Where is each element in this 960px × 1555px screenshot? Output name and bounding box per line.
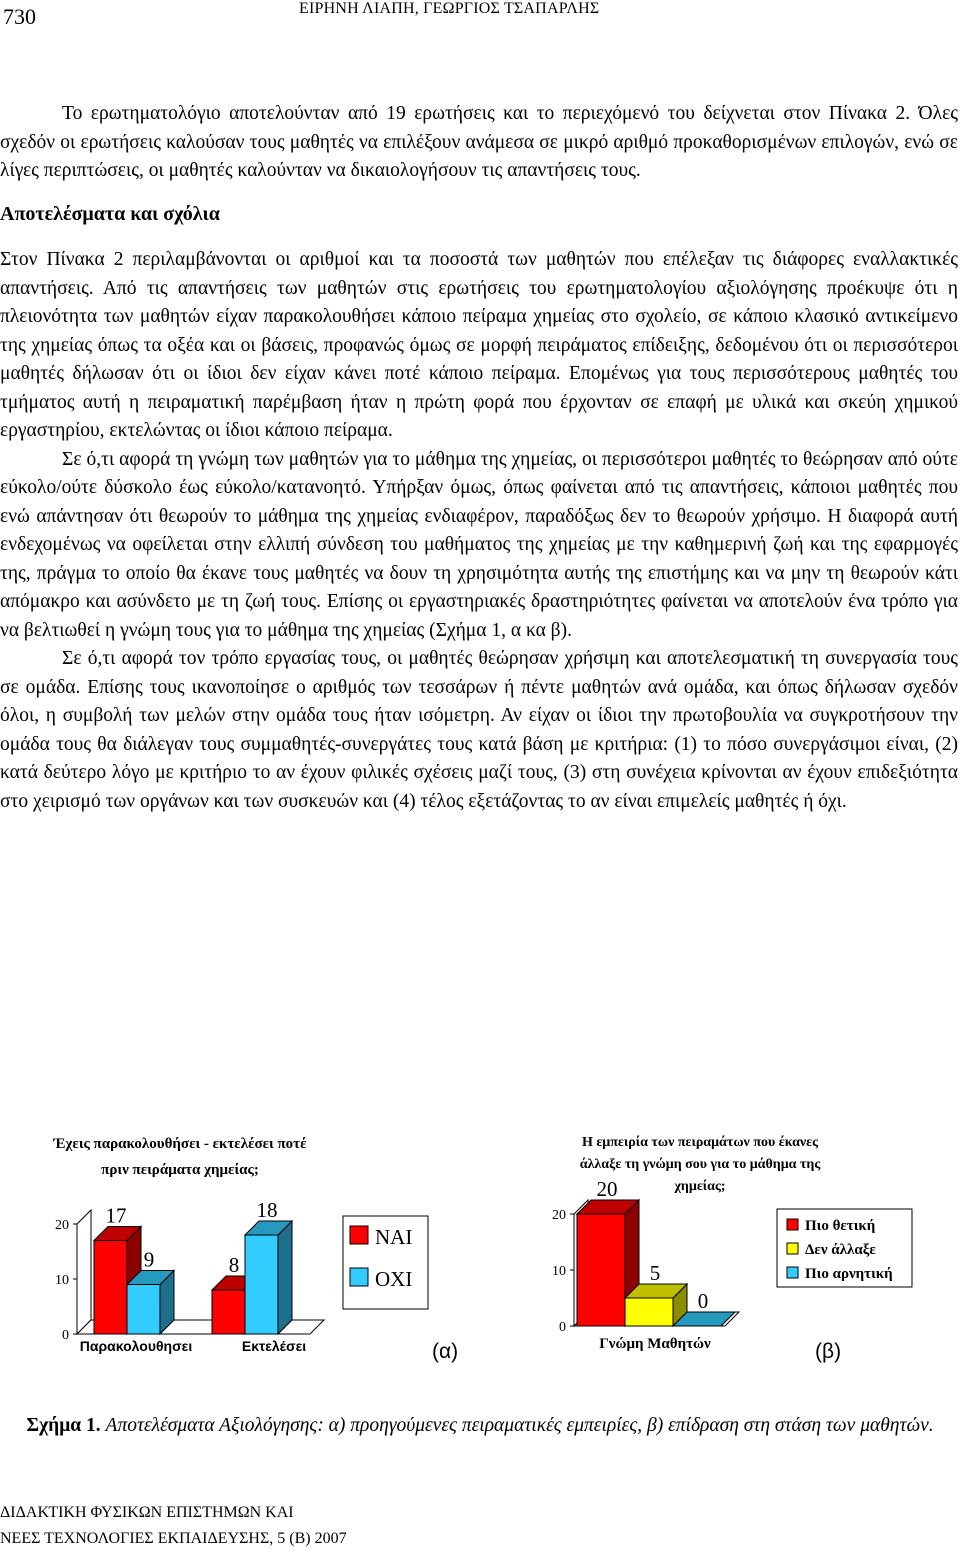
chart-b-legend-swatch-0 — [787, 1219, 798, 1230]
chart-b-value-label-2: 0 — [697, 1289, 709, 1313]
chart-a-y-tick-label-0: 0 — [62, 1328, 69, 1343]
chart-b-title-line1: Η εμπειρία των πειραμάτων που έκανες — [581, 1135, 819, 1150]
journal-footer — [0, 1500, 347, 1552]
chart-b-legend-swatch-2 — [787, 1267, 798, 1278]
chart-a-bars — [94, 1198, 292, 1334]
chart-a — [0, 1126, 480, 1376]
figure-caption-text: Αποτελέσματα Αξιολόγησης: α) προηγούμενες πειραματικές εμπειρίες, β) επίδραση στη στάση των μαθητών. — [105, 1415, 934, 1436]
chart-a-bar-1-0-front — [127, 1285, 160, 1335]
chart-a-legend-label-oxi: ΟΧΙ — [375, 1267, 413, 1291]
paragraph-teamwork: Σε ό,τι αφορά τον τρόπο εργασίας τους, οι μαθητές θεώρησαν χρήσιμη και αποτελεσματική τη συνεργασία τους σε ομάδα. Επίσης τους ικανοποίησε ο αριθμός των τεσσάρων ή πέντε μαθητών ανά ομάδα, και όπως δήλωσαν σχεδόν όλοι, η συμβολή των μελών στην ομάδα τους ήταν ισόμετρη. Αν είχαν οι ίδιοι την πρωτοβουλία να συγκροτήσουν την ομάδα τους θα διάλεγαν τους συμμαθητές-συνεργάτες τους κατά βάση με κριτήρια: (1) το πόσο συνεργάσιμοι είναι, (2) κατά δεύτερο λόγο με κριτήριο το αν έχουν φιλικές σχέσεις μαζί τους, (3) στη συνέχεια κρίνονται αν έχουν επιδεξιότητα στο χειρισμό των οργάνων και των συσκευών και (4) τέλος εξετάζοντας το αν είναι επιμελείς μαθητές ή όχι. — [0, 648, 958, 812]
chart-b-legend — [777, 1209, 912, 1287]
page-number: 730 — [3, 4, 36, 29]
paragraph-questionnaire: Το ερωτηματολόγιο αποτελούνταν από 19 ερωτήσεις και το περιεχόμενό του δείχνεται στον Πίνακα 2. Όλες σχεδόν οι ερωτήσεις καλούσαν τους μαθητές να επιλέξουν ανάμεσα σε μικρό αριθμό προκαθορισμένων επιλογών, ενώ σε λίγες περιπτώσεις, οι μαθητές καλούνταν να δικαιολογήσουν τις απαντήσεις τους. — [0, 103, 958, 181]
section-heading: Αποτελέσματα και σχόλια — [0, 202, 220, 225]
chart-a-value-label-1-1: 18 — [256, 1198, 278, 1222]
chart-a-y-tick-label-1: 10 — [55, 1273, 69, 1288]
chart-b-title-line2: άλλαξε τη γνώμη σου για το μάθημα της — [579, 1157, 821, 1172]
chart-a-y-tick-label-2: 20 — [55, 1218, 69, 1233]
chart-a-bar-1-1-front — [245, 1235, 278, 1334]
figure-caption-label: Σχήμα 1. — [26, 1415, 101, 1436]
chart-a-svg — [0, 1126, 480, 1376]
chart-a-title-line2: πριν πειράματα χημείας; — [101, 1162, 259, 1178]
chart-b-bar-0-front — [577, 1214, 625, 1326]
chart-a-title-line1: Έχεις παρακολουθήσει - εκτελέσει ποτέ — [53, 1136, 307, 1152]
journal-footer-line2: ΝΕΕΣ ΤΕΧΝΟΛΟΓΙΕΣ ΕΚΠΑΙΔΕΥΣΗΣ, 5 (Β) 2007 — [0, 1530, 347, 1547]
chart-a-value-label-0-0: 17 — [105, 1203, 127, 1228]
chart-a-category-label-0: Παρακολουθησει — [79, 1338, 193, 1354]
chart-a-bar-0-0-front — [94, 1241, 127, 1335]
journal-footer-line1: ΔΙΔΑΚΤΙΚΗ ΦΥΣΙΚΩΝ ΕΠΙΣΤΗΜΩΝ ΚΑΙ — [0, 1504, 294, 1521]
chart-a-bar-0-1-front — [212, 1290, 245, 1334]
chart-a-back-wall — [77, 1210, 91, 1334]
chart-b-legend-label-0: Πιο θετική — [805, 1218, 876, 1234]
chart-b-bar-1 — [625, 1284, 687, 1326]
figure-caption — [0, 1413, 960, 1439]
chart-a-bar-1-1-side — [278, 1221, 292, 1334]
paragraph-results: Στον Πίνακα 2 περιλαμβάνονται οι αριθμοί και τα ποσοστά των μαθητών που επέλεξαν τις διάφορες εναλλακτικές απαντήσεις. Από τις απαντήσεις των μαθητών στις ερωτήσεις του ερωτηματολογίου αξιολόγησης προέκυψε ότι η πλειονότητα των μαθητών είχαν παρακολουθήσει κάποιο πείραμα χημείας στο σχολείο, σε κάποιο κλασικό αντικείμενο της χημείας όπως τα οξέα και οι βάσεις, προφανώς όμως σε μορφή πειράματος επίδειξης, δεδομένου ότι οι περισσότεροι μαθητές δήλωσαν ότι οι ίδιοι δεν είχαν κάνει ποτέ κάποιο πείραμα. Επομένως για τους περισσότερους μαθητές του τμήματος αυτή η πειραματική παρέμβαση ήταν η πρώτη φορά που έρχονταν σε επαφή με υλικά και σκεύη χημικού εργαστηρίου, εκτελώντας οι ίδιοι κάποιο πείραμα. — [0, 249, 958, 441]
chart-b-xlabel: Γνώμη Μαθητών — [599, 1336, 711, 1352]
paragraph-opinion: Σε ό,τι αφορά τη γνώμη των μαθητών για το μάθημα της χημείας, οι περισσότεροι μαθητές το θεώρησαν από ούτε εύκολο/ούτε δύσκολο έως εύκολο/κατανοητό. Υπήρξαν όμως, όπως φαίνεται από τις απαντήσεις, κάποιοι μαθητές που ενώ απάντησαν ότι θεωρούν το μάθημα της χημείας ενδιαφέρον, παραδόξως δεν το θεωρούν χρήσιμο. Η διαφορά αυτή ενδεχομένως να οφείλεται στην ελλιπή σύνδεση του μαθήματος της χημείας με την καθημερινή ζωή και της εφαρμογές της, πράγμα το οποίο θα έκανε τους μαθητές να δουν τη χρησιμότητα αυτής της επιστήμης και να μην τη θεωρούν κάτι απόμακρο και ασύνδετο με τη ζωή τους. Επίσης οι εργαστηριακές δραστηριότητες φαίνεται να αποτελούν ένα τρόπο για να βελτιωθεί η γνώμη τους για το μάθημα της χημείας (Σχήμα 1, α κα β). — [0, 448, 958, 641]
chart-a-legend-swatch-nai — [350, 1226, 368, 1244]
chart-a-bar-1-0 — [127, 1271, 174, 1335]
chart-b-y-tick-label-0: 0 — [559, 1320, 566, 1335]
chart-a-category-label-1: Εκτελέσει — [241, 1338, 307, 1354]
chart-b-svg — [495, 1126, 960, 1376]
chart-b-bars — [577, 1177, 735, 1326]
chart-b-y-tick-label-1: 10 — [552, 1264, 566, 1279]
chart-b-legend-swatch-1 — [787, 1243, 798, 1254]
chart-a-legend-label-nai: ΝΑΙ — [375, 1225, 413, 1249]
chart-a-value-label-0-1: 8 — [228, 1253, 240, 1277]
running-header-authors: ΕΙΡΗΝΗ ΛΙΑΠΗ, ΓΕΩΡΓΙΟΣ ΤΣΑΠΑΡΛΗΣ — [299, 0, 600, 17]
chart-a-legend — [343, 1216, 428, 1309]
article-body — [0, 100, 958, 816]
chart-a-bar-1-1 — [245, 1221, 292, 1334]
chart-a-panel-label: (α) — [432, 1340, 459, 1363]
chart-b-title-line3: χημείας; — [674, 1179, 726, 1194]
chart-b-legend-label-1: Δεν άλλαξε — [805, 1242, 876, 1258]
chart-b-value-label-1: 5 — [649, 1261, 661, 1285]
chart-b-bar-1-front — [625, 1298, 673, 1326]
chart-b — [495, 1126, 960, 1376]
chart-a-value-label-1-0: 9 — [143, 1247, 155, 1272]
chart-b-panel-label: (β) — [815, 1340, 842, 1363]
chart-b-legend-label-2: Πιο αρνητική — [805, 1266, 893, 1282]
chart-a-legend-swatch-oxi — [350, 1268, 368, 1286]
chart-b-y-tick-label-2: 20 — [552, 1208, 566, 1223]
chart-b-value-label-0: 20 — [596, 1177, 618, 1201]
